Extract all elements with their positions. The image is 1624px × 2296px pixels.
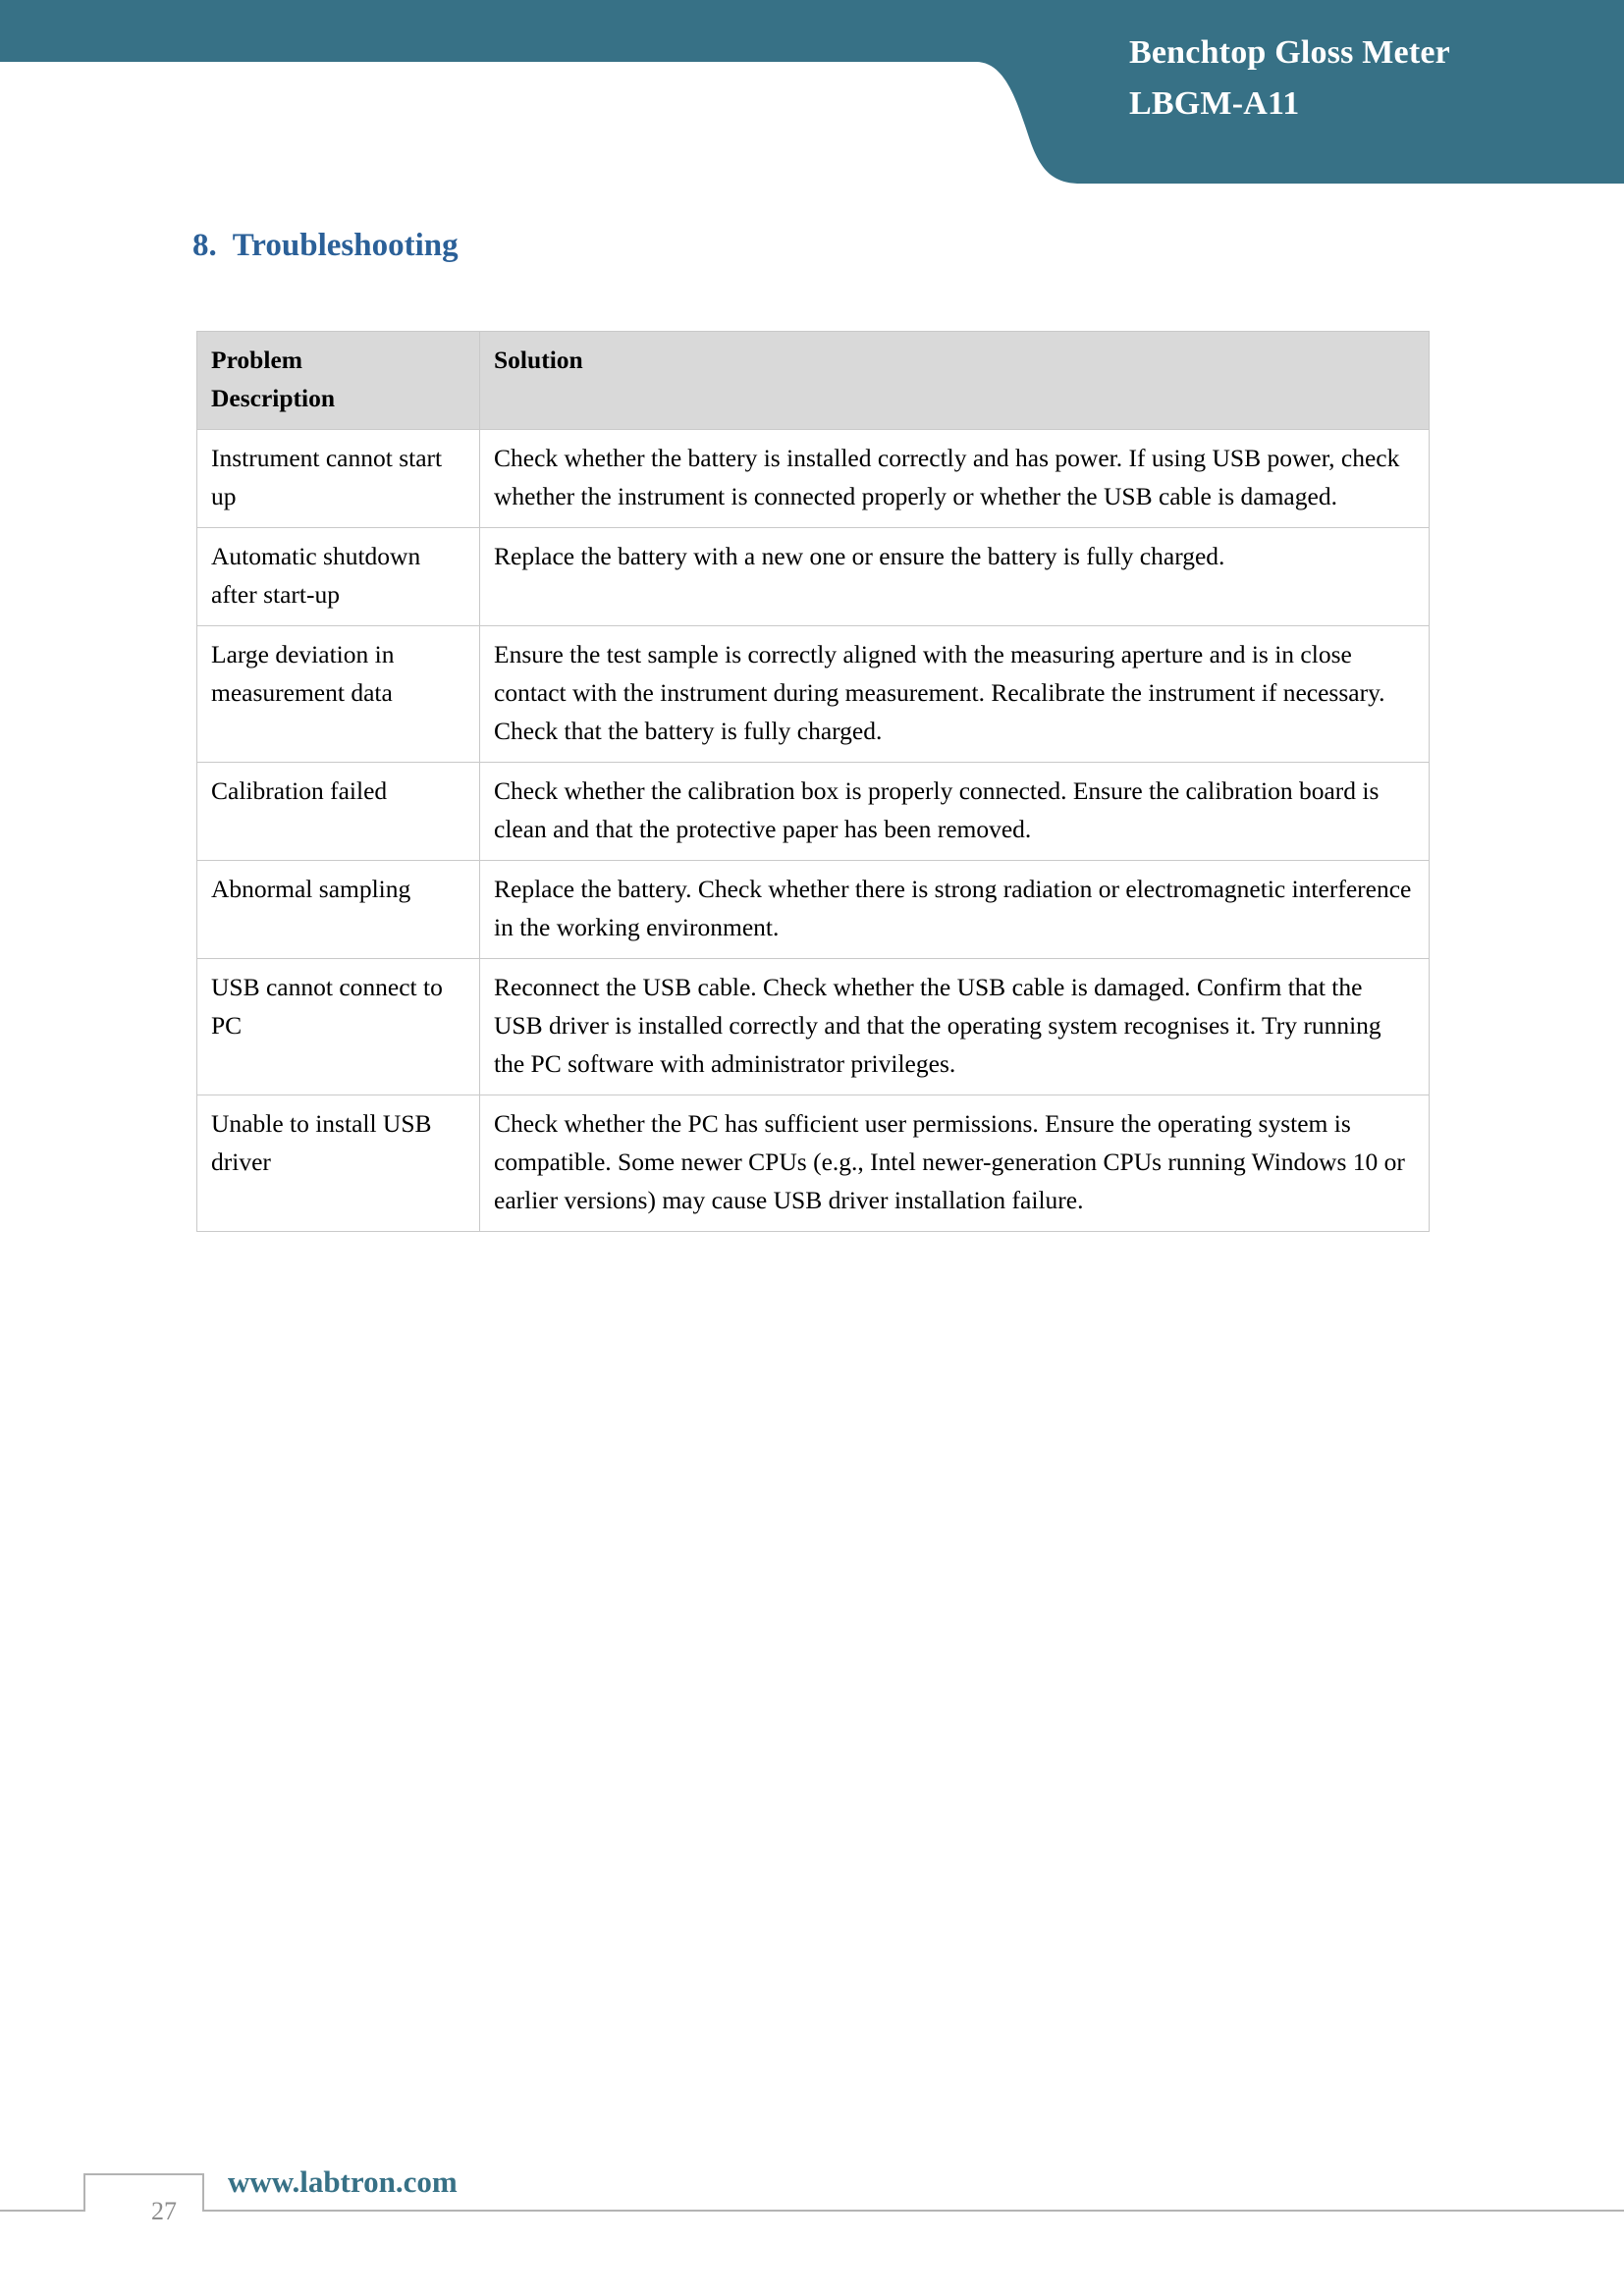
section-title: Troubleshooting [232, 228, 459, 263]
cell-solution: Replace the battery. Check whether there is strong radiation or electromagnetic interference in the working environment. [480, 861, 1430, 959]
cell-problem: Automatic shutdown after start-up [197, 528, 480, 626]
table-body [197, 430, 1430, 1232]
page-number: 27 [151, 2197, 177, 2225]
footer-website-link[interactable]: www.labtron.com [228, 2164, 458, 2199]
page-footer [0, 2160, 1624, 2296]
section-number: 8. [192, 228, 217, 263]
table-row [197, 763, 1430, 861]
cell-problem: Unable to install USB driver [197, 1095, 480, 1232]
troubleshooting-table [196, 331, 1430, 1232]
product-model: LBGM-A11 [1129, 85, 1300, 122]
cell-problem: Large deviation in measurement data [197, 626, 480, 763]
table-row [197, 959, 1430, 1095]
cell-solution: Reconnect the USB cable. Check whether the USB cable is damaged. Confirm that the USB driver is installed correctly and that the operating system recognises it. Try running the PC software with administrator privileges. [480, 959, 1430, 1095]
column-header-problem-line2: Description [211, 384, 336, 412]
cell-solution: Replace the battery with a new one or ensure the battery is fully charged. [480, 528, 1430, 626]
column-header-solution: Solution [480, 332, 1430, 430]
column-header-problem-description [197, 332, 480, 430]
cell-problem: USB cannot connect to PC [197, 959, 480, 1095]
cell-solution: Check whether the PC has sufficient user permissions. Ensure the operating system is compatible. Some newer CPUs (e.g., Intel newer-generation CPUs running Windows 10 or earlier versions) may cause USB driver installation failure. [480, 1095, 1430, 1232]
table-row [197, 861, 1430, 959]
table-row [197, 528, 1430, 626]
cell-problem: Abnormal sampling [197, 861, 480, 959]
product-name: Benchtop Gloss Meter [1129, 34, 1450, 71]
cell-problem: Instrument cannot start up [197, 430, 480, 528]
table-header-row [197, 332, 1430, 430]
cell-problem: Calibration failed [197, 763, 480, 861]
page-header [0, 0, 1624, 196]
table-row [197, 626, 1430, 763]
header-title-block [1129, 27, 1591, 130]
column-header-problem-line1: Problem [211, 346, 303, 374]
section-heading [192, 228, 459, 264]
cell-solution: Check whether the calibration box is properly connected. Ensure the calibration board is clean and that the protective paper has been removed. [480, 763, 1430, 861]
cell-solution: Ensure the test sample is correctly aligned with the measuring aperture and is in close contact with the instrument during measurement. Recalibrate the instrument if necessary. Check that the battery is fully charged. [480, 626, 1430, 763]
cell-solution: Check whether the battery is installed correctly and has power. If using USB power, check whether the instrument is connected properly or whether the USB cable is damaged. [480, 430, 1430, 528]
table-row [197, 1095, 1430, 1232]
table-row [197, 430, 1430, 528]
